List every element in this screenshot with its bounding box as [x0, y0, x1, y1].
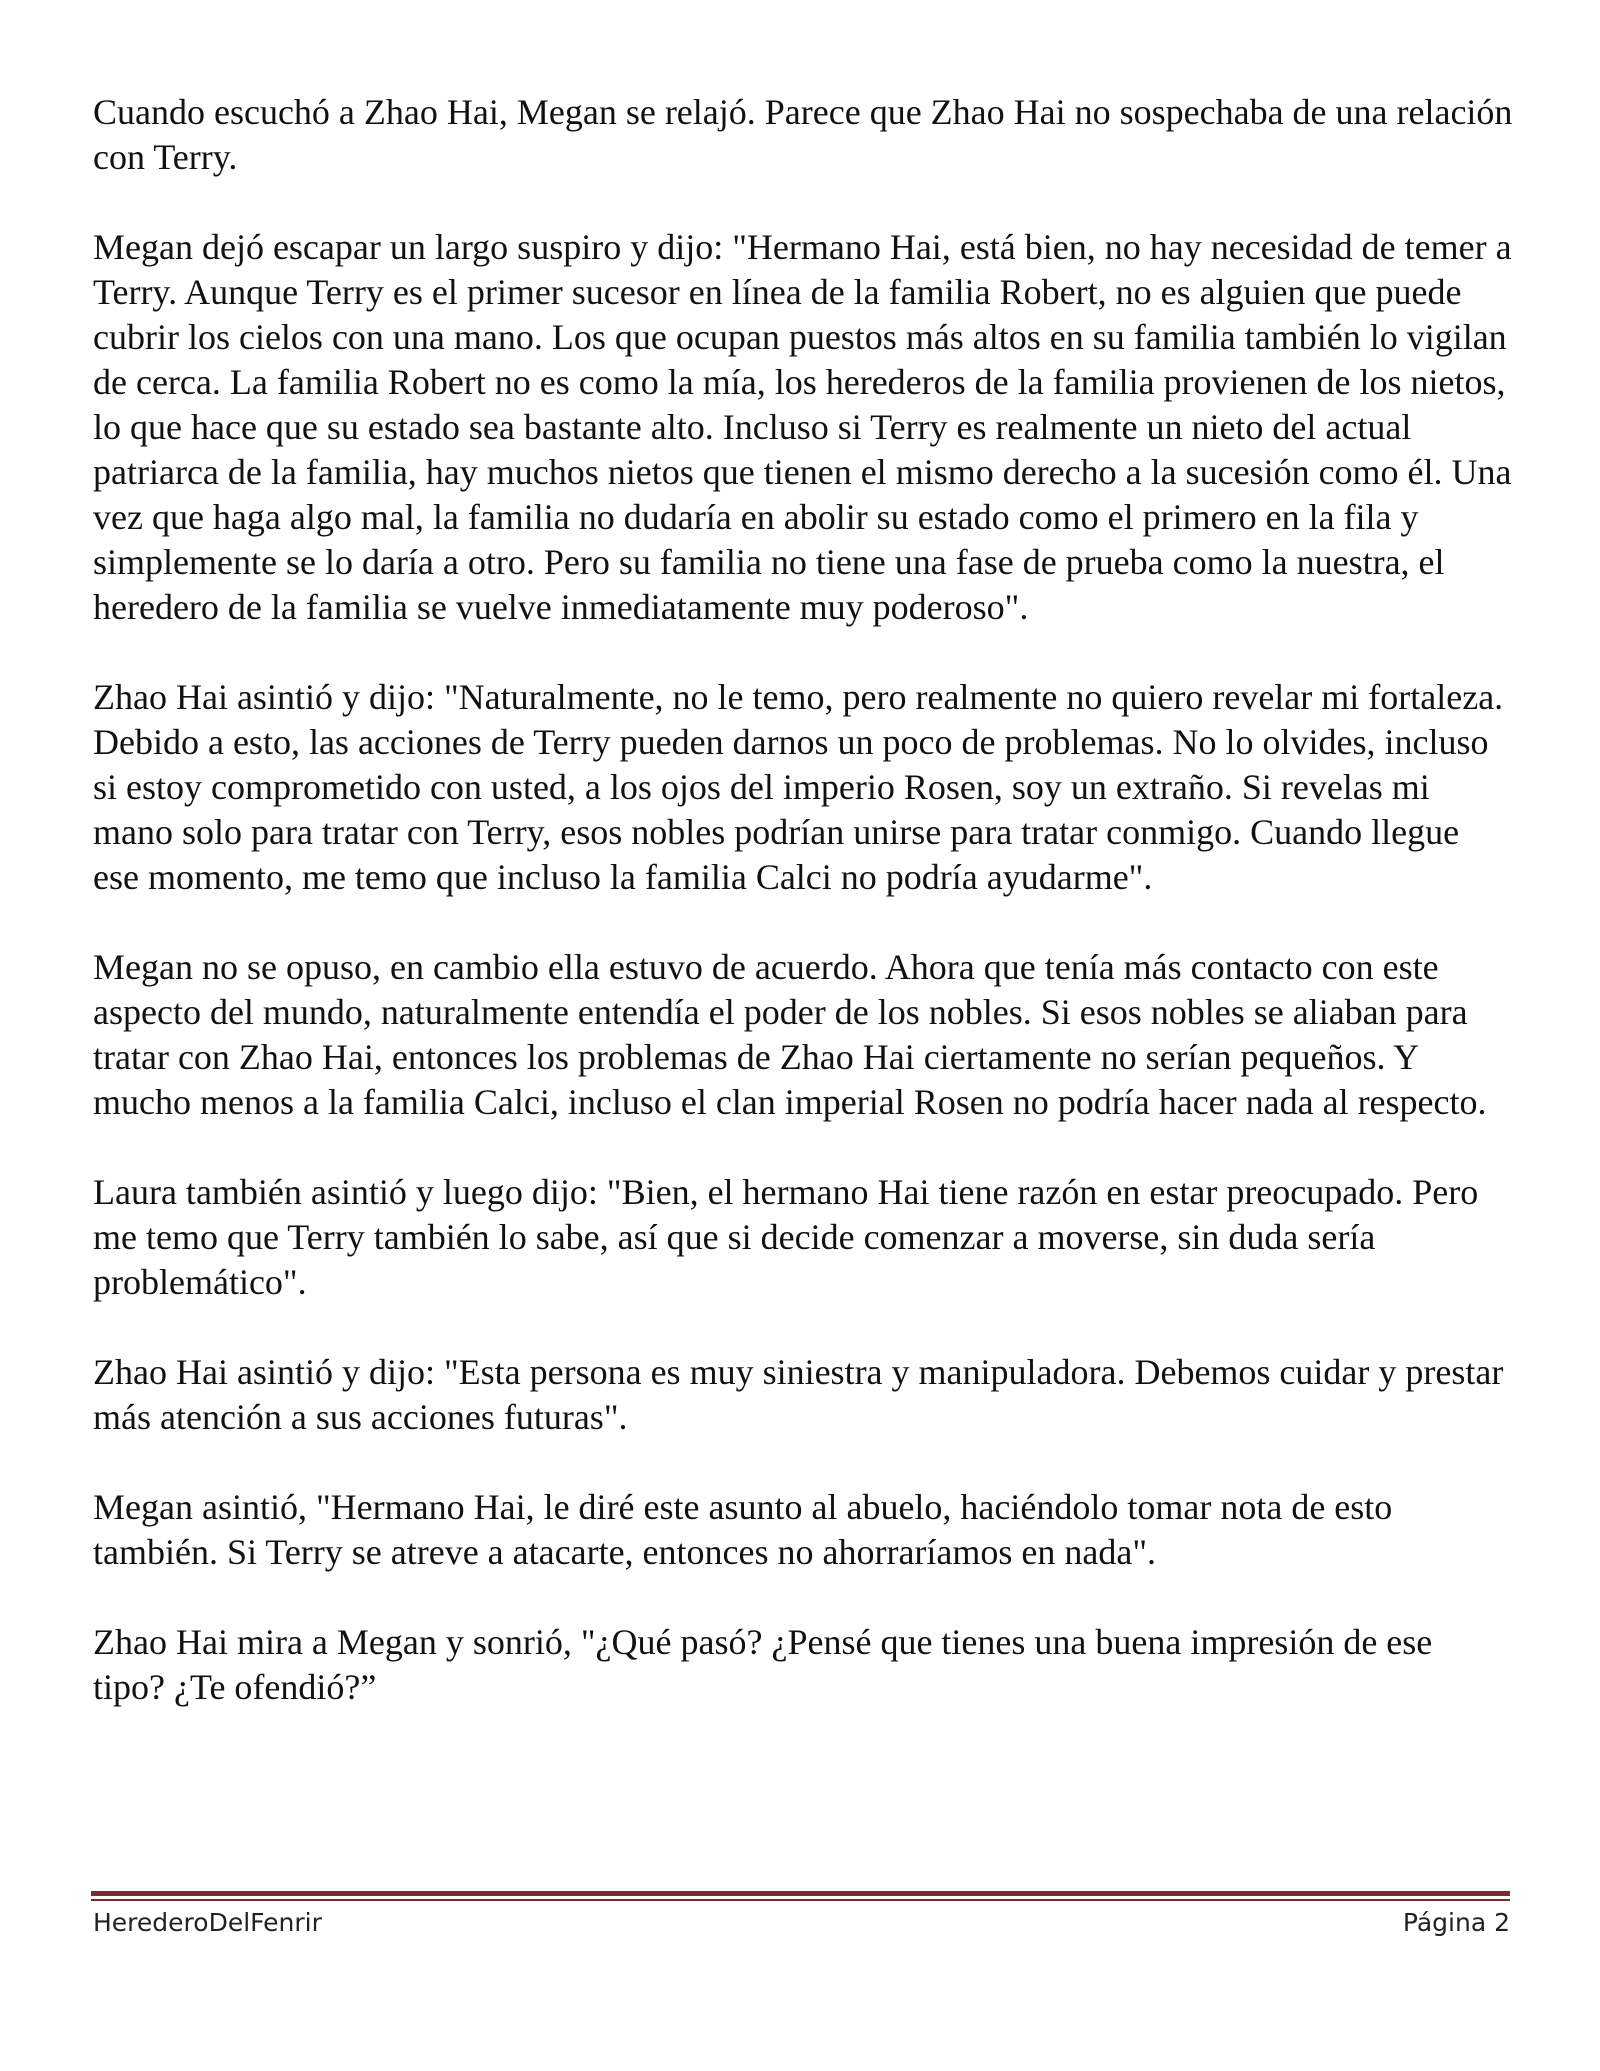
document-body [93, 90, 1513, 1755]
paragraph: Zhao Hai mira a Megan y sonrió, "¿Qué pasó? ¿Pensé que tienes una buena impresión de ese tipo? ¿Te ofendió?” [93, 1622, 1433, 1707]
paragraph: Megan asintió, "Hermano Hai, le diré este asunto al abuelo, haciéndolo tomar nota de esto también. Si Terry se atreve a atacarte, entonces no ahorraríamos en nada". [93, 1487, 1393, 1572]
paragraph: Cuando escuchó a Zhao Hai, Megan se relajó. Parece que Zhao Hai no sospechaba de una relación con Terry. [93, 92, 1513, 177]
page-number: Página 2 [1402, 1908, 1510, 1937]
paragraph: Zhao Hai asintió y dijo: "Esta persona es muy siniestra y manipuladora. Debemos cuidar y prestar más atención a sus acciones futuras". [93, 1352, 1504, 1437]
page-footer [93, 1908, 1510, 1937]
paragraph: Megan no se opuso, en cambio ella estuvo de acuerdo. Ahora que tenía más contacto con este aspecto del mundo, naturalmente entendía el poder de los nobles. Si esos nobles se aliaban para tratar con Zhao Hai, entonces los problemas de Zhao Hai ciertamente no serían pequeños. Y mucho menos a la familia Calci, incluso el clan imperial Rosen no podría hacer nada al respecto. [93, 947, 1487, 1122]
footer-divider-thin-line [91, 1899, 1510, 1901]
footer-divider [91, 1891, 1510, 1901]
footer-author: HerederoDelFenrir [93, 1908, 322, 1937]
paragraph: Zhao Hai asintió y dijo: "Naturalmente, no le temo, pero realmente no quiero revelar mi fortaleza. Debido a esto, las acciones de Terry pueden darnos un poco de problemas. No lo olvides, incluso si estoy comprometido con usted, a los ojos del imperio Rosen, soy un extraño. Si revelas mi mano solo para tratar con Terry, esos nobles podrían unirse para tratar conmigo. Cuando llegue ese momento, me temo que incluso la familia Calci no podría ayudarme". [93, 677, 1504, 897]
paragraph: Megan dejó escapar un largo suspiro y dijo: "Hermano Hai, está bien, no hay necesidad de temer a Terry. Aunque Terry es el primer sucesor en línea de la familia Robert, no es alguien que puede cubrir los cielos con una mano. Los que ocupan puestos más altos en su familia también lo vigilan de cerca. La familia Robert no es como la mía, los herederos de la familia provienen de los nietos, lo que hace que su estado sea bastante alto. Incluso si Terry es realmente un nieto del actual patriarca de la familia, hay muchos nietos que tienen el mismo derecho a la sucesión como él. Una vez que haga algo mal, la familia no dudaría en abolir su estado como el primero en la fila y simplemente se lo daría a otro. Pero su familia no tiene una fase de prueba como la nuestra, el heredero de la familia se vuelve inmediatamente muy poderoso". [93, 227, 1512, 627]
paragraph: Laura también asintió y luego dijo: "Bien, el hermano Hai tiene razón en estar preocupado. Pero me temo que Terry también lo sabe, así que si decide comenzar a moverse, sin duda sería problemático". [93, 1172, 1479, 1302]
